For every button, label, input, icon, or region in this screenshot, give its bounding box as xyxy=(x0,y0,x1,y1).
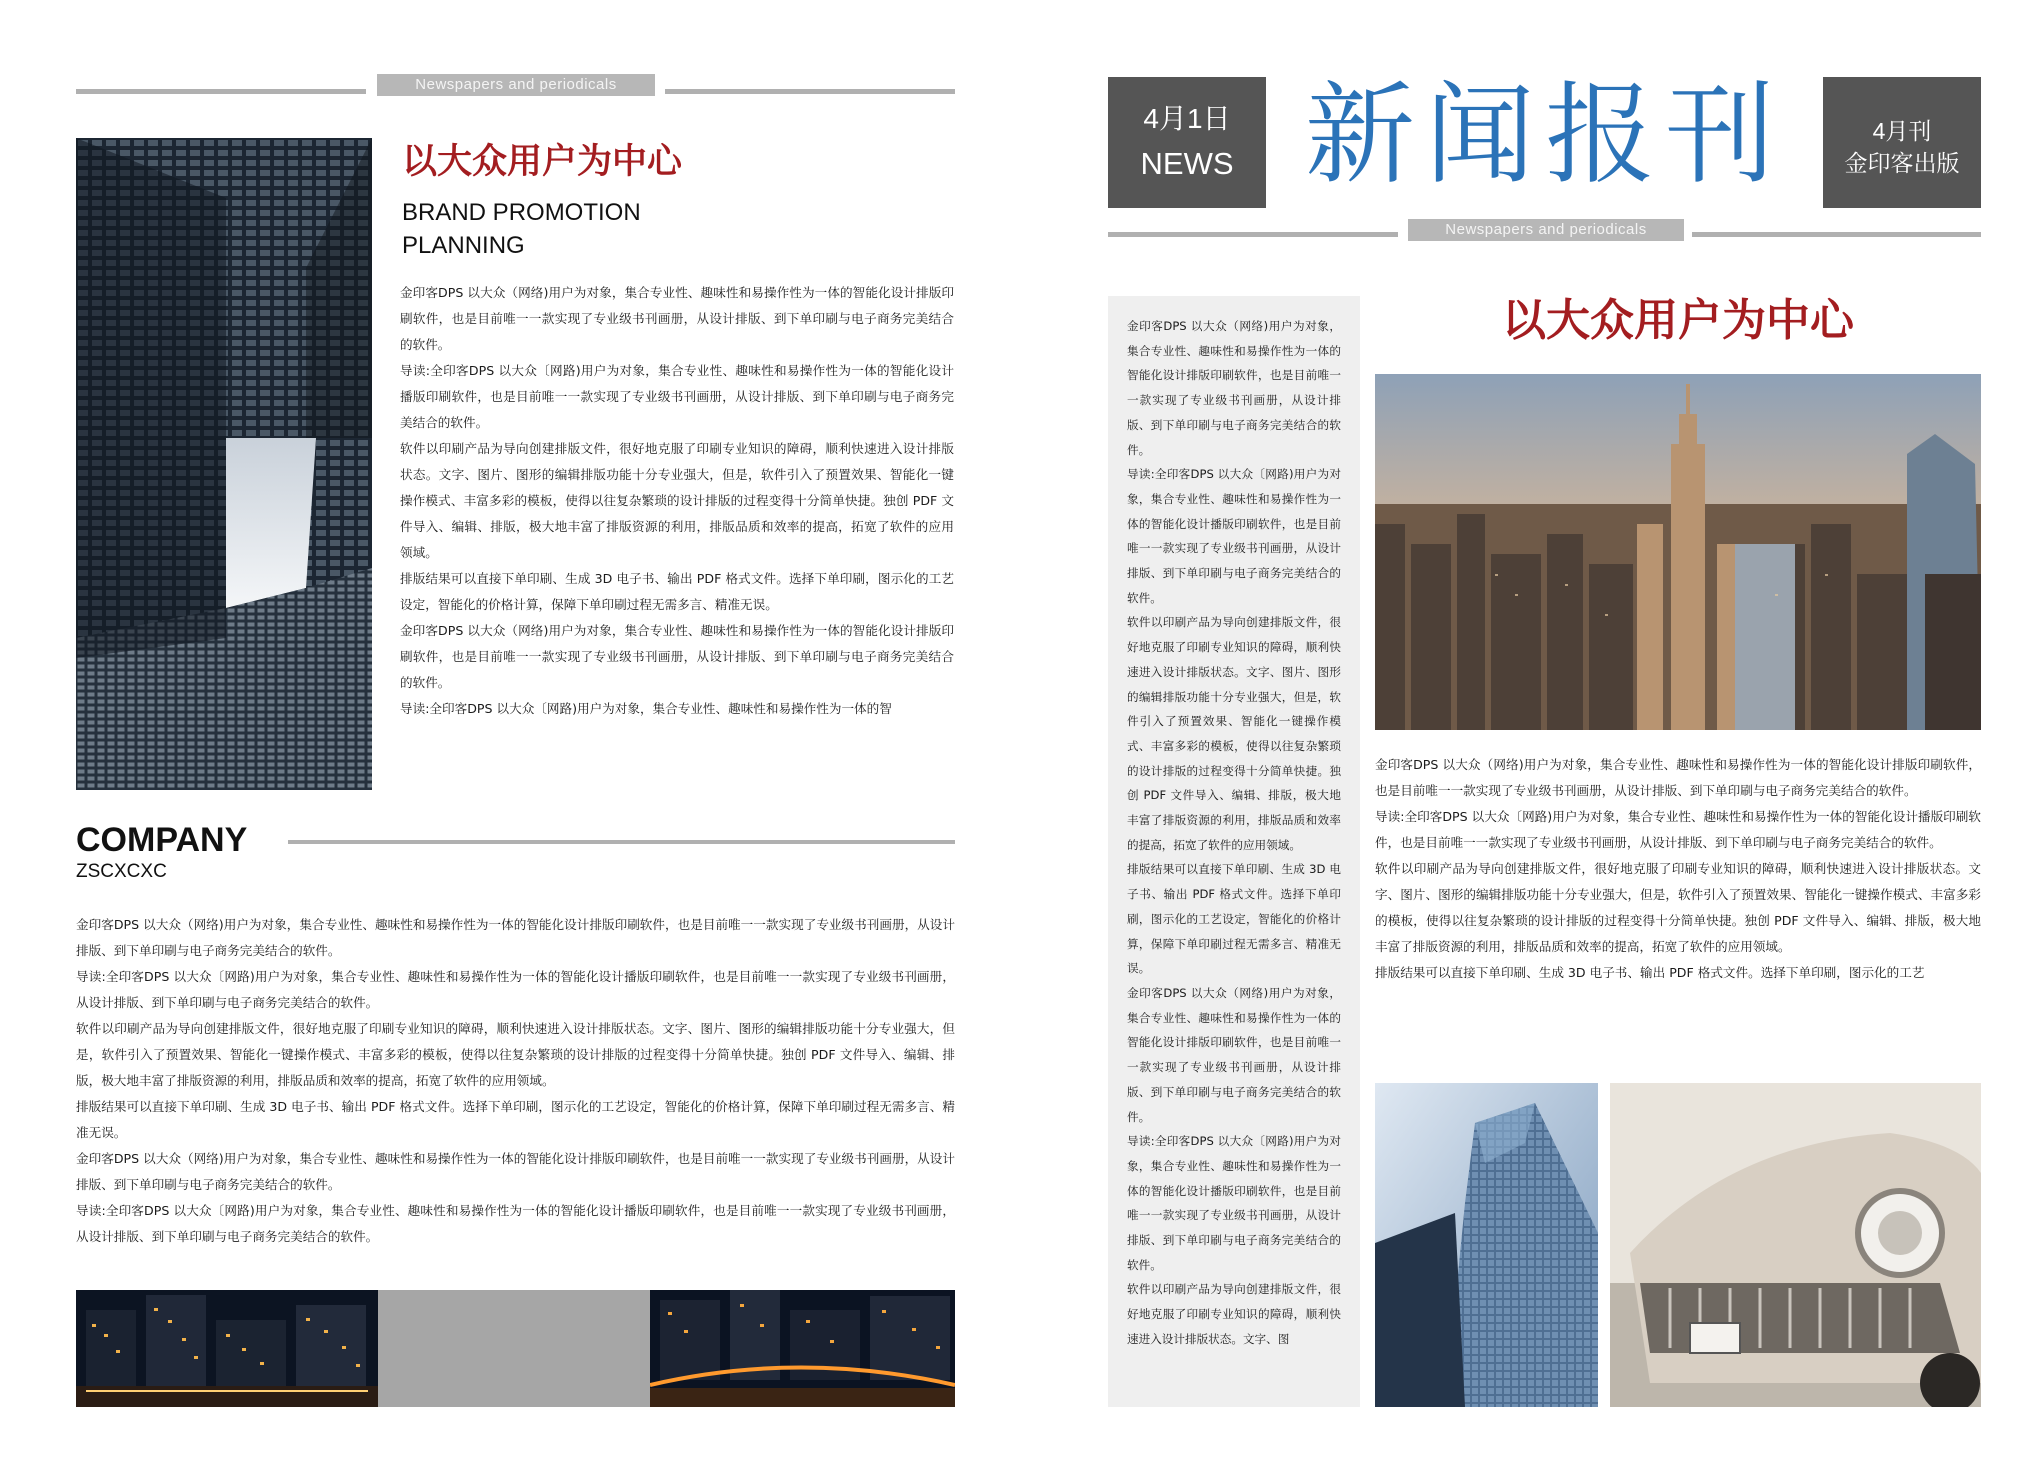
right-top-rule-left xyxy=(1108,232,1398,237)
right-main-paragraph: 排版结果可以直接下单印刷、生成 3D 电子书、输出 PDF 格式文件。选择下单印刷，图示化的工艺 xyxy=(1375,965,1925,980)
sidebar-paragraph: 导读:全印客DPS 以大众〔网路)用户为对象，集合专业性、趣味性和易操作性为一体的智能化设计播版印刷软件，也是目前唯一一款实现了专业级书刊画册，从设计排版、到下单印刷与电子商务完美结合的软件。 xyxy=(1127,1134,1341,1272)
sidebar-paragraph: 软件以印刷产品为导向创建排版文件，很好地克服了印刷专业知识的障碍，顺利快速进入设计排版状态。文字、图 xyxy=(1127,1282,1341,1346)
sidebar-paragraph: 排版结果可以直接下单印刷、生成 3D 电子书、输出 PDF 格式文件。选择下单印刷，图示化的工艺设定，智能化的价格计算，保障下单印刷过程无需多言、精准无误。 xyxy=(1127,862,1341,976)
left-top-rule-left xyxy=(76,89,366,94)
sidebar-paragraph: 软件以印刷产品为导向创建排版文件，很好地克服了印刷专业知识的障碍，顺利快速进入设计排版状态。文字、图片、图形的编辑排版功能十分专业强大，但是，软件引入了预置效果、智能化一键操作模式、丰富多彩的模板，使得以往复杂繁琐的设计排版的过程变得十分简单快捷。独创 PDF 文件导入、编辑、排版，极大地丰富了排版资源的利用，排版品质和效率的提高，拓宽了软件的应用领域。 xyxy=(1127,615,1341,852)
skyscraper-photo xyxy=(76,138,372,790)
news-label: NEWS xyxy=(1140,146,1234,181)
city-skyline-photo xyxy=(1375,374,1981,730)
date-line: 4月1日 xyxy=(1143,103,1231,134)
issue-month: 4月刊 xyxy=(1872,118,1932,144)
issue-box xyxy=(1823,77,1981,208)
left-top-article xyxy=(400,280,954,720)
night-bridge-photo xyxy=(650,1290,955,1407)
left-section-tag: Newspapers and periodicals xyxy=(377,74,655,96)
left-bottom-paragraph: 导读:全印客DPS 以大众〔网路)用户为对象，集合专业性、趣味性和易操作性为一体的智能化设计播版印刷软件，也是目前唯一一款实现了专业级书刊画册，从设计排版、到下单印刷与电子商务完美结合的软件。 xyxy=(76,969,955,1010)
right-main-paragraph: 导读:全印客DPS 以大众〔网路)用户为对象，集合专业性、趣味性和易操作性为一体的智能化设计播版印刷软件，也是目前唯一一款实现了专业级书刊画册，从设计排版、到下单印刷与电子商务完美结合的软件。 xyxy=(1375,809,1981,850)
vintage-car-photo xyxy=(1610,1083,1981,1407)
glass-tower-photo xyxy=(1375,1083,1598,1407)
right-main-paragraph: 金印客DPS 以大众（网络)用户为对象，集合专业性、趣味性和易操作性为一体的智能化设计排版印刷软件，也是目前唯一一款实现了专业级书刊画册，从设计排版、到下单印刷与电子商务完美结合的软件。 xyxy=(1375,757,1981,798)
publisher: 金印客出版 xyxy=(1844,150,1960,176)
sidebar-paragraph: 金印客DPS 以大众（网络)用户为对象，集合专业性、趣味性和易操作性为一体的智能化设计排版印刷软件，也是目前唯一一款实现了专业级书刊画册，从设计排版、到下单印刷与电子商务完美结合的软件。 xyxy=(1127,319,1341,457)
company-rule xyxy=(288,840,955,844)
date-box xyxy=(1108,77,1266,208)
night-city-photo-left xyxy=(76,1290,378,1407)
company-subheading: ZSCXCXC xyxy=(76,861,167,882)
gray-placeholder-block xyxy=(378,1290,650,1407)
left-bottom-article xyxy=(76,912,955,1252)
left-top-rule-right xyxy=(665,89,955,94)
right-main-paragraph: 软件以印刷产品为导向创建排版文件，很好地克服了印刷专业知识的障碍，顺利快速进入设计排版状态。文字、图片、图形的编辑排版功能十分专业强大，但是，软件引入了预置效果、智能化一键操作模式、丰富多彩的模板，使得以往复杂繁琐的设计排版的过程变得十分简单快捷。独创 PDF 文件导入、编辑、排版，极大地丰富了排版资源的利用，排版品质和效率的提高，拓宽了软件的应用领域。 xyxy=(1375,861,1981,954)
left-top-paragraph: 金印客DPS 以大众（网络)用户为对象，集合专业性、趣味性和易操作性为一体的智能化设计排版印刷软件，也是目前唯一一款实现了专业级书刊画册，从设计排版、到下单印刷与电子商务完美结合的软件。 xyxy=(400,285,954,352)
left-top-paragraph: 排版结果可以直接下单印刷、生成 3D 电子书、输出 PDF 格式文件。选择下单印刷，图示化的工艺设定，智能化的价格计算，保障下单印刷过程无需多言、精准无误。 xyxy=(400,571,954,612)
left-bottom-paragraph: 金印客DPS 以大众（网络)用户为对象，集合专业性、趣味性和易操作性为一体的智能化设计排版印刷软件，也是目前唯一一款实现了专业级书刊画册，从设计排版、到下单印刷与电子商务完美结合的软件。 xyxy=(76,1151,955,1192)
left-top-paragraph: 导读:全印客DPS 以大众〔网路)用户为对象，集合专业性、趣味性和易操作性为一体的智 xyxy=(400,701,892,716)
sidebar-article xyxy=(1127,314,1341,1378)
right-section-tag: Newspapers and periodicals xyxy=(1408,219,1684,241)
left-top-paragraph: 金印客DPS 以大众（网络)用户为对象，集合专业性、趣味性和易操作性为一体的智能化设计排版印刷软件，也是目前唯一一款实现了专业级书刊画册，从设计排版、到下单印刷与电子商务完美结合的软件。 xyxy=(400,623,954,690)
left-bottom-paragraph: 金印客DPS 以大众（网络)用户为对象，集合专业性、趣味性和易操作性为一体的智能化设计排版印刷软件，也是目前唯一一款实现了专业级书刊画册，从设计排版、到下单印刷与电子商务完美结合的软件。 xyxy=(76,917,955,958)
right-top-rule-right xyxy=(1692,232,1981,237)
masthead-title: 新闻报刊 xyxy=(1305,71,1785,199)
company-heading: COMPANY xyxy=(76,821,248,859)
left-headline-cn: 以大众用户为中心 xyxy=(402,142,683,182)
left-bottom-paragraph: 排版结果可以直接下单印刷、生成 3D 电子书、输出 PDF 格式文件。选择下单印刷，图示化的工艺设定，智能化的价格计算，保障下单印刷过程无需多言、精准无误。 xyxy=(76,1099,955,1140)
left-headline-en-2: PLANNING xyxy=(402,232,525,259)
right-headline-cn: 以大众用户为中心 xyxy=(1502,295,1854,346)
right-main-article xyxy=(1375,752,1981,1072)
sidebar-paragraph: 导读:全印客DPS 以大众〔网路)用户为对象，集合专业性、趣味性和易操作性为一体的智能化设计播版印刷软件，也是目前唯一一款实现了专业级书刊画册，从设计排版、到下单印刷与电子商务完美结合的软件。 xyxy=(1127,467,1341,605)
left-headline-en-1: BRAND PROMOTION xyxy=(402,199,641,226)
left-top-paragraph: 导读:全印客DPS 以大众〔网路)用户为对象，集合专业性、趣味性和易操作性为一体的智能化设计播版印刷软件，也是目前唯一一款实现了专业级书刊画册，从设计排版、到下单印刷与电子商务完美结合的软件。 xyxy=(400,363,954,430)
left-bottom-paragraph: 软件以印刷产品为导向创建排版文件，很好地克服了印刷专业知识的障碍，顺利快速进入设计排版状态。文字、图片、图形的编辑排版功能十分专业强大，但是，软件引入了预置效果、智能化一键操作模式、丰富多彩的模板，使得以往复杂繁琐的设计排版的过程变得十分简单快捷。独创 PDF 文件导入、编辑、排版，极大地丰富了排版资源的利用，排版品质和效率的提高，拓宽了软件的应用领域。 xyxy=(76,1021,955,1088)
left-bottom-paragraph: 导读:全印客DPS 以大众〔网路)用户为对象，集合专业性、趣味性和易操作性为一体的智能化设计播版印刷软件，也是目前唯一一款实现了专业级书刊画册，从设计排版、到下单印刷与电子商务完美结合的软件。 xyxy=(76,1203,955,1244)
sidebar-paragraph: 金印客DPS 以大众（网络)用户为对象，集合专业性、趣味性和易操作性为一体的智能化设计排版印刷软件，也是目前唯一一款实现了专业级书刊画册，从设计排版、到下单印刷与电子商务完美结合的软件。 xyxy=(1127,985,1341,1124)
left-top-paragraph: 软件以印刷产品为导向创建排版文件，很好地克服了印刷专业知识的障碍，顺利快速进入设计排版状态。文字、图片、图形的编辑排版功能十分专业强大，但是，软件引入了预置效果、智能化一键操作模式、丰富多彩的模板，使得以往复杂繁琐的设计排版的过程变得十分简单快捷。独创 PDF 文件导入、编辑、排版，极大地丰富了排版资源的利用，排版品质和效率的提高，拓宽了软件的应用领域。 xyxy=(400,441,954,560)
